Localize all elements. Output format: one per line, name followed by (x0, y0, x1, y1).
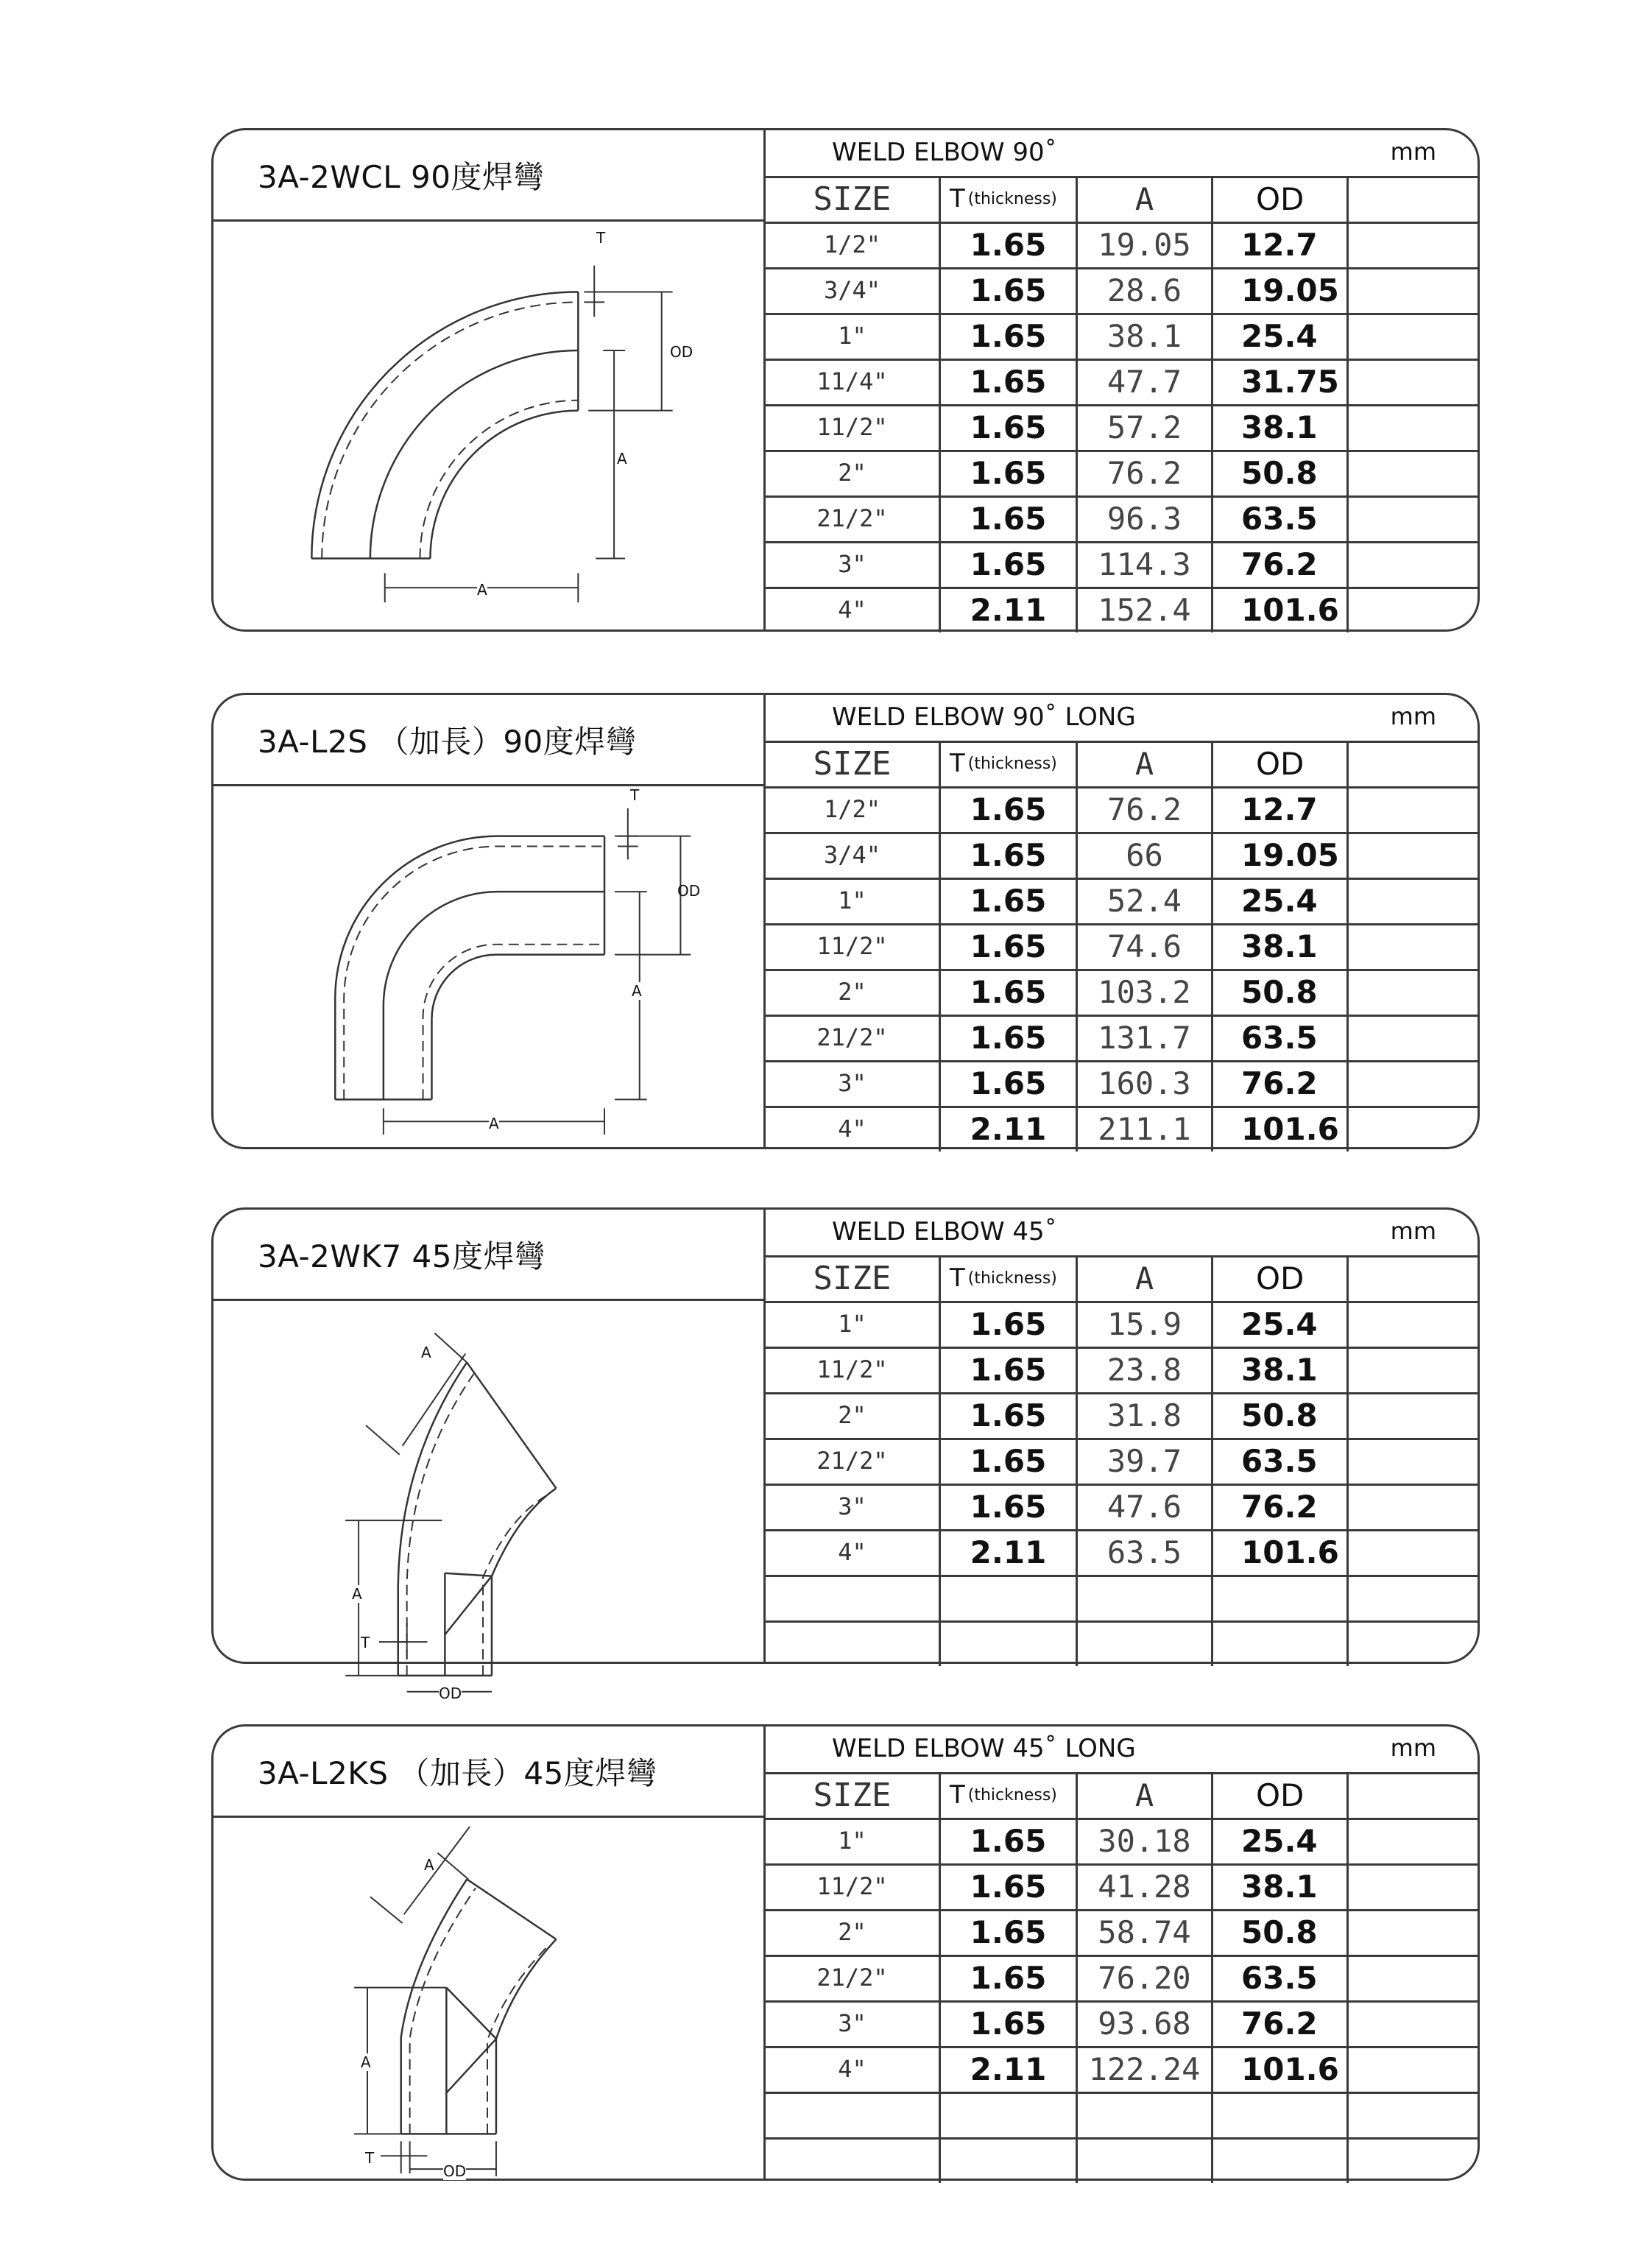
size-cell: 1" (766, 878, 941, 923)
thickness-cell: 1.65 (941, 222, 1078, 267)
table-row (766, 1955, 1478, 2003)
panel-left (213, 695, 763, 1147)
panel-left (213, 130, 763, 629)
elbow-90-drawing (213, 222, 763, 629)
blank-cell (1349, 878, 1478, 923)
table-row (766, 2137, 1478, 2183)
od-cell: 38.1 (1213, 404, 1349, 450)
table-row (766, 923, 1478, 971)
od-cell: 12.7 (1213, 222, 1349, 267)
table-row (766, 541, 1478, 589)
header-t: T (950, 184, 965, 214)
size-cell: 3/4" (766, 267, 941, 313)
thickness-cell: 1.65 (941, 786, 1078, 832)
blank-cell (1349, 832, 1478, 878)
header-od: OD (1213, 176, 1349, 222)
dim-a-horizontal-label: A (477, 581, 487, 599)
od-cell: 25.4 (1213, 878, 1349, 923)
panel-left (213, 1726, 763, 2179)
table-row (766, 1484, 1478, 1531)
blank-cell (1349, 267, 1478, 313)
od-cell: 101.6 (1213, 1529, 1349, 1575)
od-cell: 63.5 (1213, 1438, 1349, 1484)
size-cell: 2" (766, 1392, 941, 1438)
blank-cell (1349, 541, 1478, 587)
thickness-cell: 1.65 (941, 404, 1078, 450)
od-cell: 63.5 (1213, 495, 1349, 541)
a-cell: 63.5 (1078, 1529, 1213, 1575)
spec-panel-45-elbow (211, 1207, 1480, 1702)
panel-title: 3A-L2KS （加長）45度焊彎 (213, 1726, 763, 1818)
table-row (766, 878, 1478, 925)
dim-a-diagonal-label: A (421, 1344, 431, 1361)
size-cell (766, 2092, 941, 2137)
table-caption: WELD ELBOW 90˚ LONG (832, 702, 1136, 732)
table-header-row (766, 741, 1478, 789)
size-cell: 11/2" (766, 923, 941, 969)
table-caption-row (766, 1210, 1478, 1258)
size-cell: 1" (766, 1818, 941, 1863)
a-cell (1078, 1575, 1213, 1620)
thickness-cell: 1.65 (941, 359, 1078, 404)
size-cell: 4" (766, 587, 941, 632)
elbow-45-drawing (213, 1301, 763, 1702)
table-row (766, 1015, 1478, 1062)
a-cell: 30.18 (1078, 1818, 1213, 1863)
blank-cell (1349, 2092, 1478, 2137)
size-cell: 2" (766, 969, 941, 1015)
od-cell: 76.2 (1213, 1484, 1349, 1529)
od-cell (1213, 1575, 1349, 1620)
header-a: A (1078, 176, 1213, 222)
blank-cell (1349, 1060, 1478, 1106)
thickness-cell (941, 2092, 1078, 2137)
blank-cell (1349, 2000, 1478, 2046)
od-cell: 50.8 (1213, 450, 1349, 495)
blank-cell (1349, 1909, 1478, 1955)
table-row (766, 1818, 1478, 1866)
size-cell: 11/2" (766, 404, 941, 450)
header-a: A (1078, 741, 1213, 786)
thickness-cell: 1.65 (941, 1392, 1078, 1438)
blank-cell (1349, 1863, 1478, 1909)
od-cell: 38.1 (1213, 1863, 1349, 1909)
thickness-cell: 1.65 (941, 450, 1078, 495)
thickness-cell: 1.65 (941, 1955, 1078, 2000)
table-row (766, 267, 1478, 315)
size-cell: 2" (766, 1909, 941, 1955)
header-blank (1349, 176, 1478, 222)
table-header-row (766, 1772, 1478, 1820)
a-cell: 76.20 (1078, 1955, 1213, 2000)
thickness-cell: 1.65 (941, 1818, 1078, 1863)
spec-table (763, 695, 1478, 1147)
od-cell (1213, 2092, 1349, 2137)
table-row (766, 1438, 1478, 1486)
a-cell: 131.7 (1078, 1015, 1213, 1060)
thickness-cell: 1.65 (941, 832, 1078, 878)
table-caption: WELD ELBOW 90˚ (832, 138, 1057, 167)
blank-cell (1349, 587, 1478, 632)
header-od: OD (1213, 1255, 1349, 1301)
od-cell: 19.05 (1213, 832, 1349, 878)
a-cell (1078, 1620, 1213, 1666)
size-cell: 3" (766, 541, 941, 587)
od-cell: 50.8 (1213, 1909, 1349, 1955)
od-cell: 101.6 (1213, 587, 1349, 632)
panel-title: 3A-2WCL 90度焊彎 (213, 130, 763, 222)
table-caption: WELD ELBOW 45˚ LONG (832, 1734, 1136, 1763)
dim-t-label: T (365, 2149, 375, 2167)
header-t: T (950, 1263, 965, 1293)
blank-cell (1349, 450, 1478, 495)
od-cell: 31.75 (1213, 359, 1349, 404)
size-cell: 11/2" (766, 1863, 941, 1909)
thickness-cell: 2.11 (941, 587, 1078, 632)
table-row (766, 313, 1478, 361)
size-cell: 21/2" (766, 495, 941, 541)
dim-od-label: OD (439, 1685, 462, 1702)
a-cell: 47.7 (1078, 359, 1213, 404)
table-row (766, 2000, 1478, 2048)
unit-label: mm (1390, 1734, 1436, 1762)
a-cell: 38.1 (1078, 313, 1213, 359)
panel-title: 3A-L2S （加長）90度焊彎 (213, 695, 763, 786)
table-row (766, 2092, 1478, 2140)
thickness-cell: 1.65 (941, 969, 1078, 1015)
header-size: SIZE (766, 176, 941, 222)
header-thickness (941, 741, 1078, 786)
a-cell: 57.2 (1078, 404, 1213, 450)
od-cell: 63.5 (1213, 1955, 1349, 2000)
table-caption-row (766, 1726, 1478, 1774)
a-cell: 41.28 (1078, 1863, 1213, 1909)
size-cell (766, 2137, 941, 2183)
a-cell: 103.2 (1078, 969, 1213, 1015)
table-row (766, 222, 1478, 269)
dim-od-label: OD (670, 343, 693, 361)
dim-a-vertical-label: A (352, 1585, 362, 1603)
table-caption: WELD ELBOW 45˚ (832, 1217, 1057, 1246)
a-cell: 58.74 (1078, 1909, 1213, 1955)
unit-label: mm (1390, 1217, 1436, 1245)
header-size: SIZE (766, 1255, 941, 1301)
blank-cell (1349, 222, 1478, 267)
table-row (766, 404, 1478, 452)
od-cell: 76.2 (1213, 541, 1349, 587)
elbow-45-long-diagram (213, 1818, 763, 2179)
blank-cell (1349, 1484, 1478, 1529)
thickness-cell: 1.65 (941, 495, 1078, 541)
a-cell: 52.4 (1078, 878, 1213, 923)
od-cell: 63.5 (1213, 1015, 1349, 1060)
dim-t-label: T (361, 1634, 370, 1651)
blank-cell (1349, 923, 1478, 969)
od-cell (1213, 1620, 1349, 1666)
table-row (766, 495, 1478, 543)
header-t-note: (thickness) (967, 189, 1057, 208)
dim-od-label: OD (677, 882, 701, 900)
header-thickness (941, 1772, 1078, 1818)
thickness-cell (941, 1620, 1078, 1666)
header-t: T (950, 749, 965, 778)
table-row (766, 786, 1478, 834)
size-cell: 21/2" (766, 1015, 941, 1060)
header-t-note: (thickness) (967, 1269, 1057, 1288)
elbow-90-long-drawing (213, 786, 763, 1147)
unit-label: mm (1390, 702, 1436, 730)
a-cell: 66 (1078, 832, 1213, 878)
dim-t-label: T (596, 229, 606, 247)
size-cell: 1/2" (766, 222, 941, 267)
od-cell: 50.8 (1213, 1392, 1349, 1438)
spec-table (763, 130, 1478, 629)
a-cell: 31.8 (1078, 1392, 1213, 1438)
dim-t-label: T (630, 786, 640, 804)
blank-cell (1349, 1106, 1478, 1151)
a-cell: 152.4 (1078, 587, 1213, 632)
blank-cell (1349, 1015, 1478, 1060)
od-cell: 38.1 (1213, 923, 1349, 969)
header-size: SIZE (766, 741, 941, 786)
dim-a-vertical-label: A (632, 982, 642, 1000)
blank-cell (1349, 2137, 1478, 2183)
thickness-cell: 1.65 (941, 1060, 1078, 1106)
thickness-cell: 1.65 (941, 313, 1078, 359)
size-cell: 4" (766, 2046, 941, 2092)
a-cell: 47.6 (1078, 1484, 1213, 1529)
header-size: SIZE (766, 1772, 941, 1818)
spec-panel-45-long-elbow (211, 1724, 1480, 2181)
panel-title: 3A-2WK7 45度焊彎 (213, 1210, 763, 1301)
dim-a-horizontal-label: A (489, 1115, 499, 1132)
table-row (766, 450, 1478, 498)
header-blank (1349, 1255, 1478, 1301)
table-row (766, 2046, 1478, 2094)
header-blank (1349, 741, 1478, 786)
elbow-45-long-drawing (213, 1818, 763, 2179)
size-cell (766, 1620, 941, 1666)
thickness-cell: 2.11 (941, 1106, 1078, 1151)
thickness-cell: 1.65 (941, 1438, 1078, 1484)
table-header-row (766, 1255, 1478, 1303)
size-cell: 3" (766, 1060, 941, 1106)
blank-cell (1349, 2046, 1478, 2092)
dim-od-label: OD (443, 2162, 467, 2180)
table-row (766, 969, 1478, 1017)
blank-cell (1349, 1529, 1478, 1575)
thickness-cell: 2.11 (941, 1529, 1078, 1575)
thickness-cell: 1.65 (941, 1301, 1078, 1347)
table-row (766, 1347, 1478, 1394)
size-cell: 1/2" (766, 786, 941, 832)
thickness-cell (941, 1575, 1078, 1620)
thickness-cell: 1.65 (941, 2000, 1078, 2046)
blank-cell (1349, 1955, 1478, 2000)
thickness-cell: 1.65 (941, 1484, 1078, 1529)
table-row (766, 1106, 1478, 1151)
od-cell: 25.4 (1213, 313, 1349, 359)
a-cell: 96.3 (1078, 495, 1213, 541)
blank-cell (1349, 969, 1478, 1015)
a-cell: 114.3 (1078, 541, 1213, 587)
thickness-cell: 1.65 (941, 923, 1078, 969)
elbow-90-diagram (213, 222, 763, 629)
header-t-note: (thickness) (967, 1785, 1057, 1805)
thickness-cell: 1.65 (941, 1015, 1078, 1060)
a-cell: 76.2 (1078, 450, 1213, 495)
size-cell: 1" (766, 313, 941, 359)
dim-a-vertical-label: A (617, 450, 627, 468)
a-cell: 28.6 (1078, 267, 1213, 313)
size-cell: 3/4" (766, 832, 941, 878)
blank-cell (1349, 1392, 1478, 1438)
table-caption-row (766, 130, 1478, 178)
table-row (766, 1575, 1478, 1623)
thickness-cell: 1.65 (941, 1347, 1078, 1392)
blank-cell (1349, 1818, 1478, 1863)
elbow-90-long-diagram (213, 786, 763, 1147)
header-blank (1349, 1772, 1478, 1818)
header-od: OD (1213, 741, 1349, 786)
table-row (766, 587, 1478, 632)
table-row (766, 1301, 1478, 1349)
thickness-cell: 1.65 (941, 1863, 1078, 1909)
blank-cell (1349, 359, 1478, 404)
size-cell: 3" (766, 1484, 941, 1529)
a-cell: 160.3 (1078, 1060, 1213, 1106)
thickness-cell: 2.11 (941, 2046, 1078, 2092)
table-header-row (766, 176, 1478, 224)
table-row (766, 1863, 1478, 1911)
od-cell: 19.05 (1213, 267, 1349, 313)
table-caption-row (766, 695, 1478, 743)
od-cell: 25.4 (1213, 1301, 1349, 1347)
size-cell: 2" (766, 450, 941, 495)
table-row (766, 832, 1478, 880)
blank-cell (1349, 1347, 1478, 1392)
header-t: T (950, 1780, 965, 1810)
thickness-cell: 1.65 (941, 878, 1078, 923)
size-cell: 21/2" (766, 1955, 941, 2000)
size-cell: 1" (766, 1301, 941, 1347)
size-cell: 11/4" (766, 359, 941, 404)
a-cell: 122.24 (1078, 2046, 1213, 2092)
od-cell: 76.2 (1213, 2000, 1349, 2046)
od-cell: 38.1 (1213, 1347, 1349, 1392)
blank-cell (1349, 404, 1478, 450)
size-cell: 11/2" (766, 1347, 941, 1392)
od-cell (1213, 2137, 1349, 2183)
a-cell: 74.6 (1078, 923, 1213, 969)
table-row (766, 1529, 1478, 1577)
size-cell: 4" (766, 1106, 941, 1151)
a-cell (1078, 2137, 1213, 2183)
header-a: A (1078, 1772, 1213, 1818)
blank-cell (1349, 1620, 1478, 1666)
table-row (766, 1909, 1478, 1957)
table-row (766, 1392, 1478, 1440)
spec-panel-90-elbow (211, 128, 1480, 632)
header-t-note: (thickness) (967, 754, 1057, 773)
header-od: OD (1213, 1772, 1349, 1818)
od-cell: 12.7 (1213, 786, 1349, 832)
spec-table (763, 1726, 1478, 2179)
header-thickness (941, 176, 1078, 222)
size-cell: 4" (766, 1529, 941, 1575)
dim-a-diagonal-label: A (424, 1856, 434, 1874)
a-cell: 76.2 (1078, 786, 1213, 832)
a-cell (1078, 2092, 1213, 2137)
blank-cell (1349, 1575, 1478, 1620)
a-cell: 39.7 (1078, 1438, 1213, 1484)
od-cell: 76.2 (1213, 1060, 1349, 1106)
blank-cell (1349, 1301, 1478, 1347)
blank-cell (1349, 1438, 1478, 1484)
size-cell (766, 1575, 941, 1620)
a-cell: 23.8 (1078, 1347, 1213, 1392)
blank-cell (1349, 786, 1478, 832)
a-cell: 15.9 (1078, 1301, 1213, 1347)
blank-cell (1349, 495, 1478, 541)
spec-table (763, 1210, 1478, 1662)
table-row (766, 359, 1478, 406)
od-cell: 25.4 (1213, 1818, 1349, 1863)
dim-a-vertical-label: A (361, 2053, 371, 2071)
elbow-45-diagram (213, 1301, 763, 1662)
unit-label: mm (1390, 138, 1436, 166)
size-cell: 3" (766, 2000, 941, 2046)
thickness-cell: 1.65 (941, 541, 1078, 587)
thickness-cell (941, 2137, 1078, 2183)
spec-panel-90-long-elbow (211, 693, 1480, 1149)
table-row (766, 1620, 1478, 1666)
thickness-cell: 1.65 (941, 267, 1078, 313)
od-cell: 50.8 (1213, 969, 1349, 1015)
a-cell: 19.05 (1078, 222, 1213, 267)
a-cell: 93.68 (1078, 2000, 1213, 2046)
header-thickness (941, 1255, 1078, 1301)
blank-cell (1349, 313, 1478, 359)
od-cell: 101.6 (1213, 1106, 1349, 1151)
od-cell: 101.6 (1213, 2046, 1349, 2092)
thickness-cell: 1.65 (941, 1909, 1078, 1955)
size-cell: 21/2" (766, 1438, 941, 1484)
panel-left (213, 1210, 763, 1702)
table-row (766, 1060, 1478, 1108)
header-a: A (1078, 1255, 1213, 1301)
a-cell: 211.1 (1078, 1106, 1213, 1151)
